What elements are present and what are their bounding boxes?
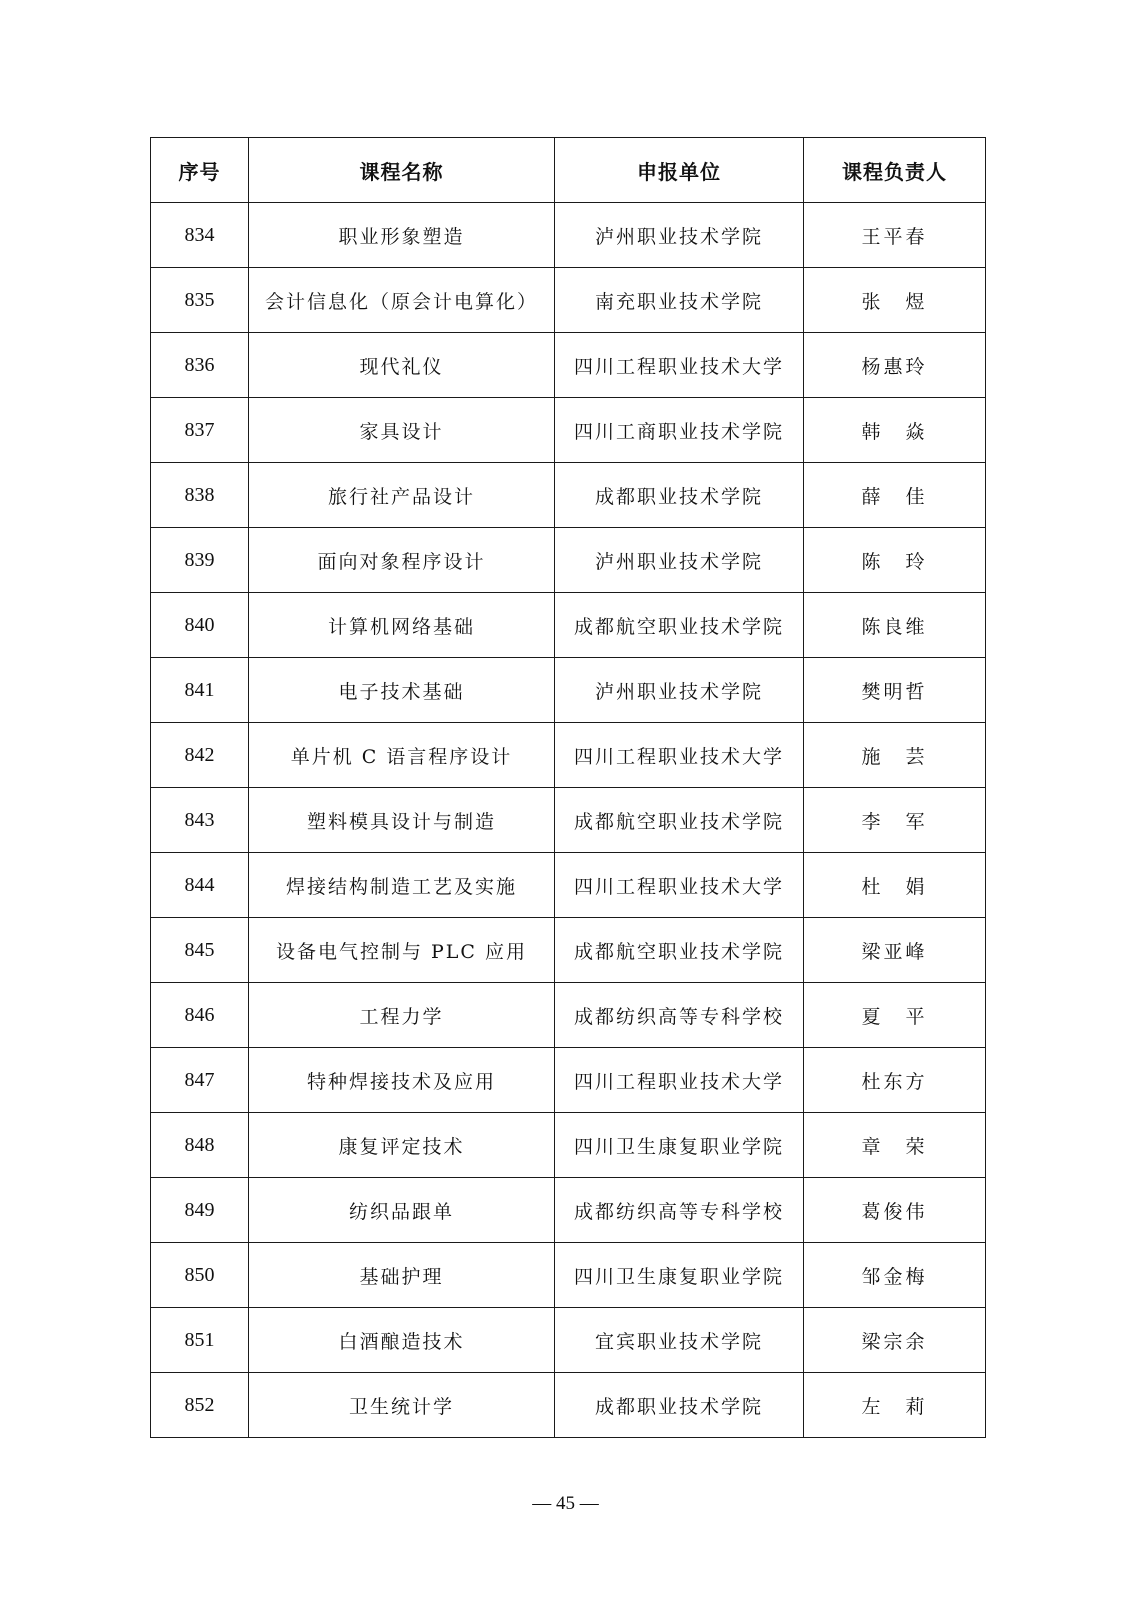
table-row [151, 1113, 986, 1178]
row-course-name: 家具设计 [249, 398, 555, 463]
row-course-name: 面向对象程序设计 [249, 528, 555, 593]
row-institution: 成都航空职业技术学院 [555, 918, 804, 983]
row-course-name: 纺织品跟单 [249, 1178, 555, 1243]
row-course-lead: 陈良维 [804, 593, 986, 658]
row-institution: 宜宾职业技术学院 [555, 1308, 804, 1373]
row-course-lead: 杜东方 [804, 1048, 986, 1113]
row-course-lead: 王平春 [804, 203, 986, 268]
row-course-name: 单片机 C 语言程序设计 [249, 723, 555, 788]
row-index: 834 [151, 203, 249, 268]
row-course-lead: 梁宗余 [804, 1308, 986, 1373]
row-course-name: 基础护理 [249, 1243, 555, 1308]
row-course-lead: 韩 焱 [804, 398, 986, 463]
table-row [151, 1373, 986, 1438]
row-course-lead: 樊明哲 [804, 658, 986, 723]
row-index: 848 [151, 1113, 249, 1178]
header-index: 序号 [151, 138, 249, 203]
row-course-lead: 杜 娟 [804, 853, 986, 918]
row-institution: 成都职业技术学院 [555, 1373, 804, 1438]
page-number: — 45 — [532, 1493, 599, 1514]
table-row [151, 1308, 986, 1373]
row-course-name: 塑料模具设计与制造 [249, 788, 555, 853]
row-index: 836 [151, 333, 249, 398]
row-course-name: 卫生统计学 [249, 1373, 555, 1438]
row-index: 838 [151, 463, 249, 528]
row-course-name: 焊接结构制造工艺及实施 [249, 853, 555, 918]
row-index: 845 [151, 918, 249, 983]
row-course-name: 会计信息化（原会计电算化） [249, 268, 555, 333]
row-index: 837 [151, 398, 249, 463]
row-course-lead: 夏 平 [804, 983, 986, 1048]
row-institution: 四川工商职业技术学院 [555, 398, 804, 463]
table-row [151, 658, 986, 723]
table-row [151, 1048, 986, 1113]
row-course-name: 特种焊接技术及应用 [249, 1048, 555, 1113]
table-row [151, 723, 986, 788]
table-row [151, 788, 986, 853]
table-row [151, 983, 986, 1048]
row-institution: 南充职业技术学院 [555, 268, 804, 333]
row-course-lead: 施 芸 [804, 723, 986, 788]
table-row [151, 918, 986, 983]
row-institution: 成都纺织高等专科学校 [555, 1178, 804, 1243]
row-institution: 成都职业技术学院 [555, 463, 804, 528]
row-index: 841 [151, 658, 249, 723]
table-row [151, 853, 986, 918]
row-course-lead: 葛俊伟 [804, 1178, 986, 1243]
row-course-lead: 陈 玲 [804, 528, 986, 593]
row-institution: 四川卫生康复职业学院 [555, 1113, 804, 1178]
row-course-lead: 杨惠玲 [804, 333, 986, 398]
course-table [150, 137, 986, 1438]
row-institution: 成都纺织高等专科学校 [555, 983, 804, 1048]
row-course-lead: 左 莉 [804, 1373, 986, 1438]
row-course-name: 康复评定技术 [249, 1113, 555, 1178]
row-index: 850 [151, 1243, 249, 1308]
row-index: 835 [151, 268, 249, 333]
table-row [151, 1178, 986, 1243]
row-index: 839 [151, 528, 249, 593]
row-index: 843 [151, 788, 249, 853]
row-course-name: 职业形象塑造 [249, 203, 555, 268]
row-course-lead: 张 煜 [804, 268, 986, 333]
row-institution: 四川工程职业技术大学 [555, 853, 804, 918]
row-institution: 四川卫生康复职业学院 [555, 1243, 804, 1308]
row-institution: 成都航空职业技术学院 [555, 593, 804, 658]
row-index: 846 [151, 983, 249, 1048]
row-course-lead: 梁亚峰 [804, 918, 986, 983]
table-row [151, 333, 986, 398]
table-header-row [151, 138, 986, 203]
row-institution: 四川工程职业技术大学 [555, 1048, 804, 1113]
table-row [151, 268, 986, 333]
row-course-lead: 章 荣 [804, 1113, 986, 1178]
row-index: 842 [151, 723, 249, 788]
row-institution: 泸州职业技术学院 [555, 658, 804, 723]
table-row [151, 203, 986, 268]
row-course-lead: 邹金梅 [804, 1243, 986, 1308]
table-row [151, 1243, 986, 1308]
header-course-name: 课程名称 [249, 138, 555, 203]
row-course-name: 工程力学 [249, 983, 555, 1048]
row-course-name: 设备电气控制与 PLC 应用 [249, 918, 555, 983]
row-course-name: 白酒酿造技术 [249, 1308, 555, 1373]
row-institution: 成都航空职业技术学院 [555, 788, 804, 853]
header-institution: 申报单位 [555, 138, 804, 203]
row-index: 847 [151, 1048, 249, 1113]
row-course-name: 计算机网络基础 [249, 593, 555, 658]
row-index: 852 [151, 1373, 249, 1438]
row-institution: 四川工程职业技术大学 [555, 723, 804, 788]
row-course-name: 电子技术基础 [249, 658, 555, 723]
table-row [151, 463, 986, 528]
row-institution: 泸州职业技术学院 [555, 528, 804, 593]
table-row [151, 398, 986, 463]
header-course-lead: 课程负责人 [804, 138, 986, 203]
row-course-lead: 薛 佳 [804, 463, 986, 528]
row-course-name: 现代礼仪 [249, 333, 555, 398]
row-index: 844 [151, 853, 249, 918]
row-index: 840 [151, 593, 249, 658]
row-institution: 泸州职业技术学院 [555, 203, 804, 268]
row-course-lead: 李 军 [804, 788, 986, 853]
row-institution: 四川工程职业技术大学 [555, 333, 804, 398]
table-row [151, 593, 986, 658]
row-index: 851 [151, 1308, 249, 1373]
row-course-name: 旅行社产品设计 [249, 463, 555, 528]
table-row [151, 528, 986, 593]
row-index: 849 [151, 1178, 249, 1243]
